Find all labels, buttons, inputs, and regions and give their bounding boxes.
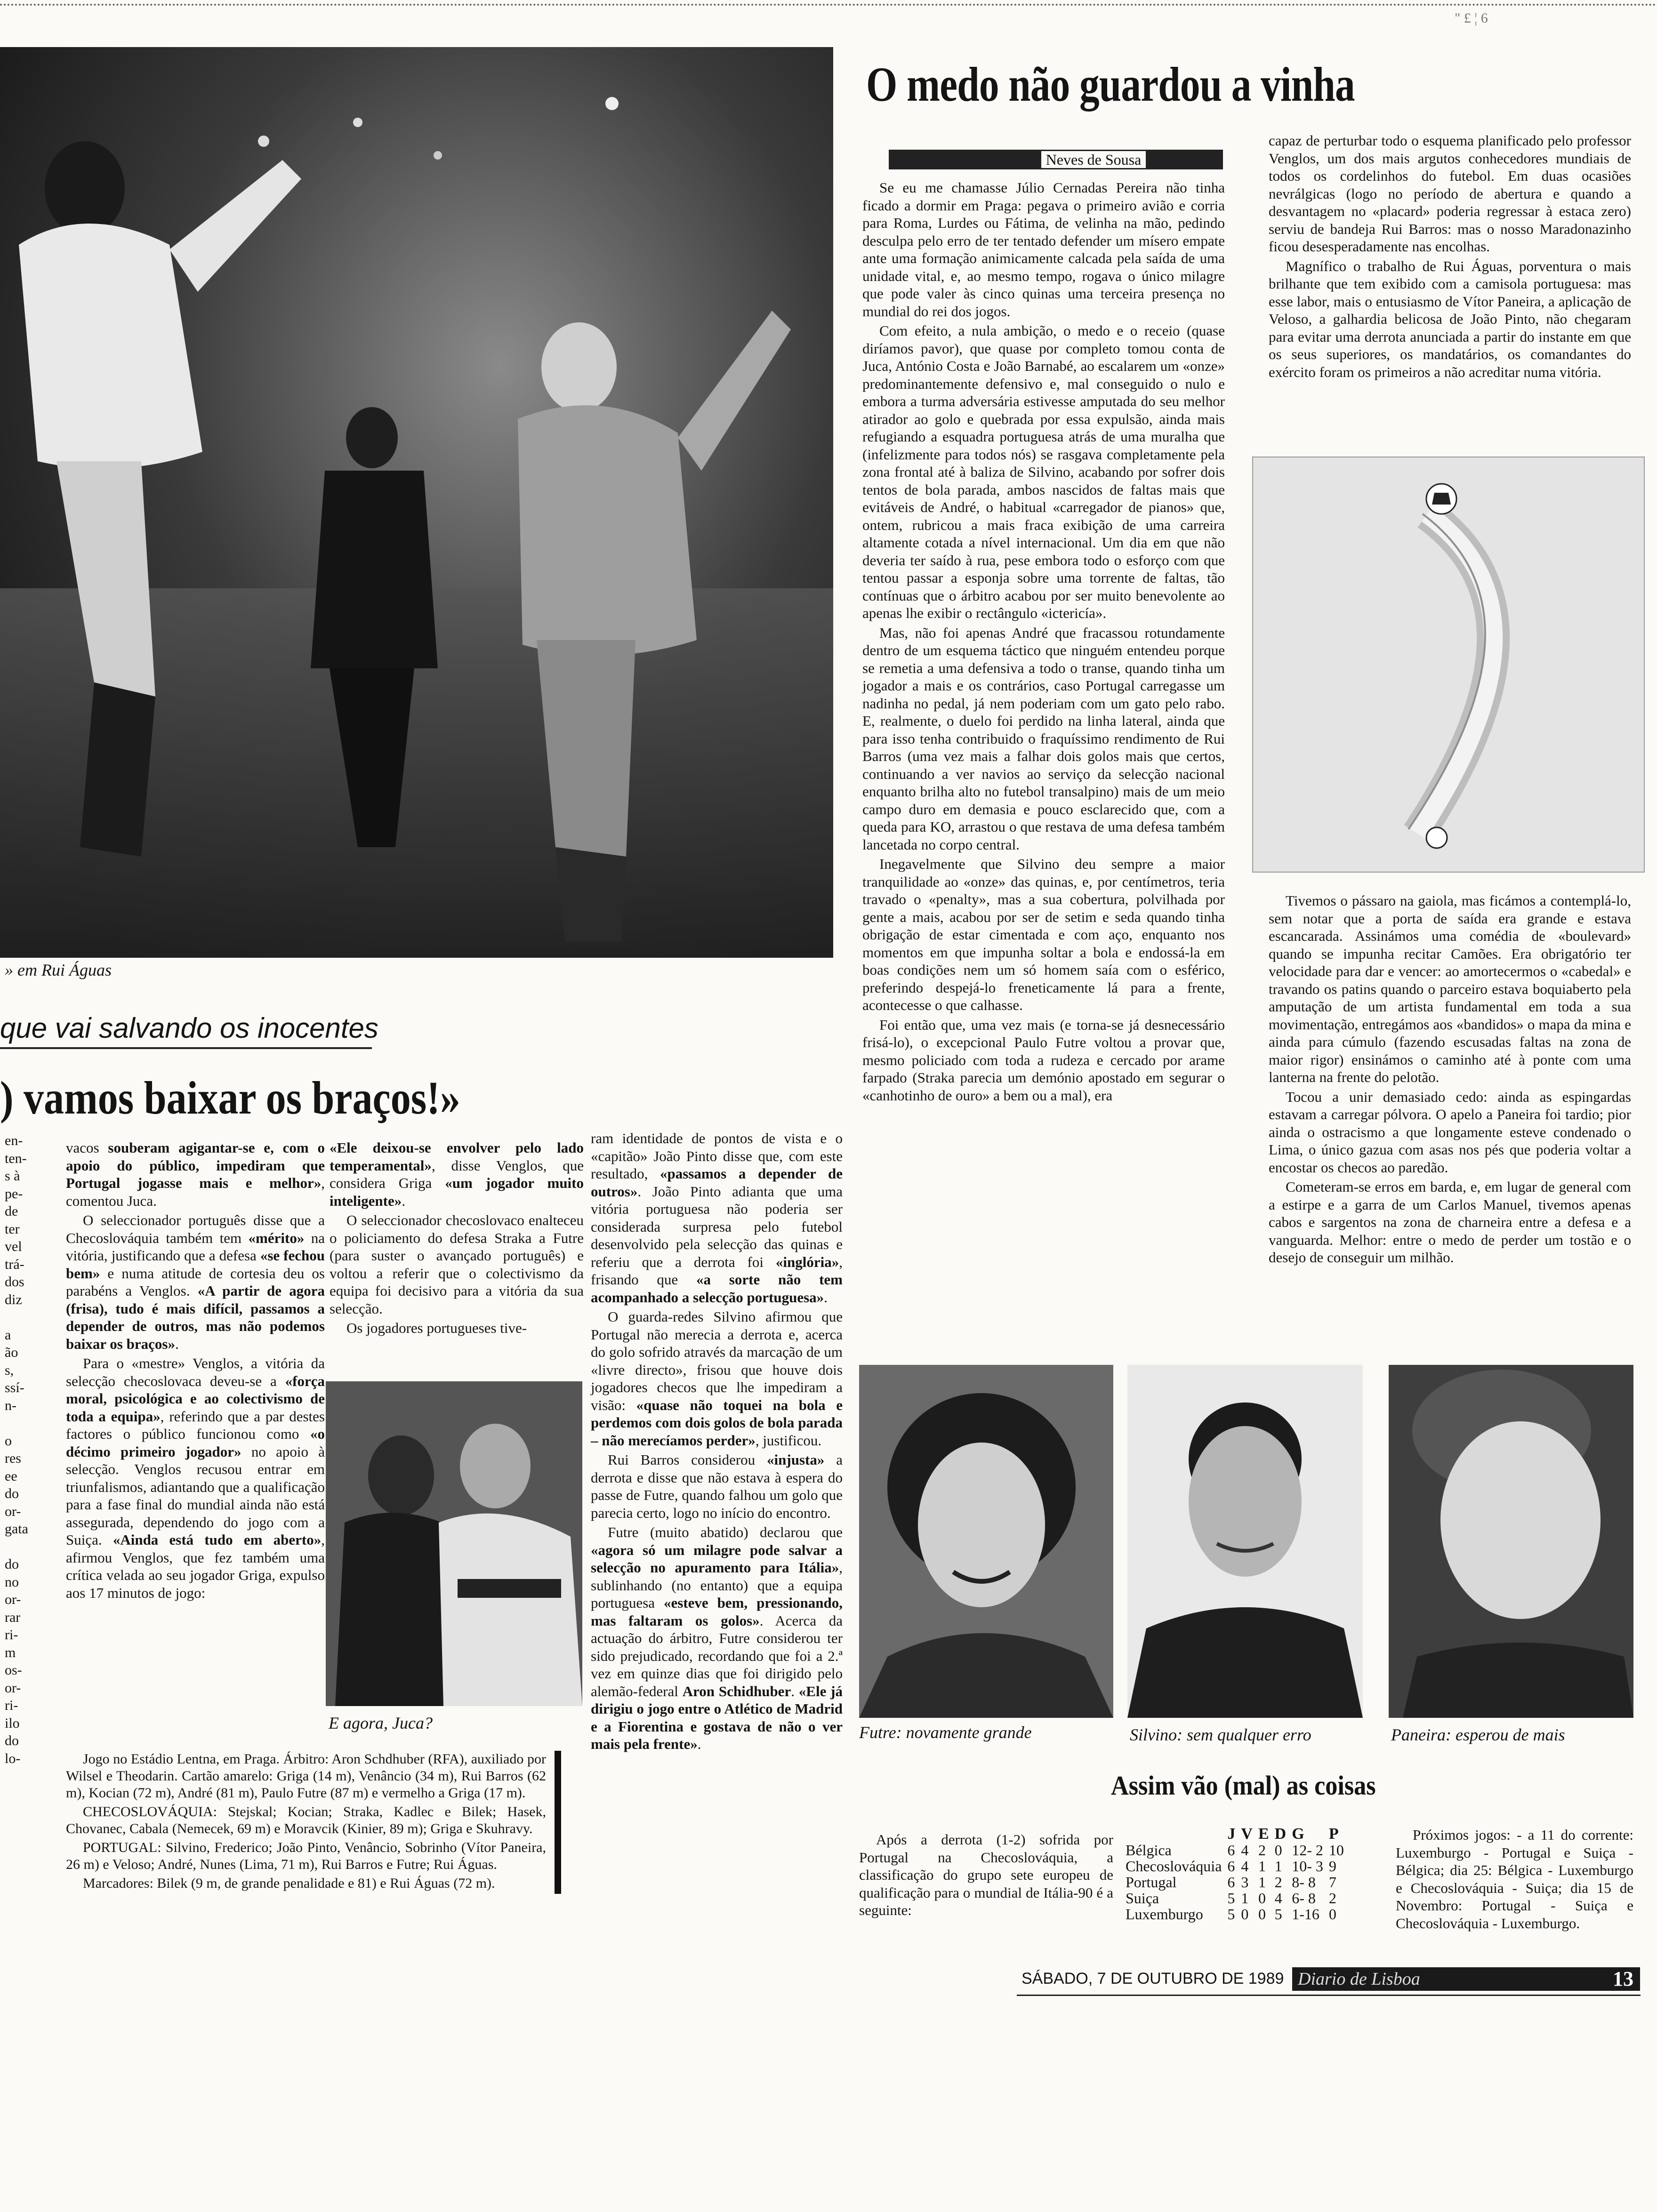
top-photo-caption: » em Rui Águas (5, 961, 112, 979)
second-col2-para: O seleccionador checoslovaco enalteceu o policiamento do defesa Straka a Futre (para suster o avançado português) e voltou a referir que o colectivismo da equipa foi decisivo para a vitória da sua selecção. (330, 1212, 584, 1317)
cell: 4 (1274, 1890, 1282, 1907)
portrait-caption-silvino: Silvino: sem qualquer erro (1130, 1725, 1311, 1744)
main-col1-para: Com efeito, a nula ambição, o medo e o receio (quase diríamos pavor), que quase por completo tomou conta de Juca, António Costa e João Barnabé, ao escalarem um «onze» predominantemente defensivo e, mal conseguido o nulo e embora a turma adversária estivesse amputada do seu melhor atirador ao golo e quebrada por essa expulsão, ainda mais refugiando a esquadra portuguesa atrás de uma muralha que (infelizmente para todos nós) se rasgava completamente pela zona frontal até à baliza de Silvino, acabando por sofrer dois tentos de bola parada, ambos nascidos de faltas mais que evitáveis de André, o habitual «carregador de pianos» que, ontem, rubricou a mais fraca exibição de uma carreira altamente cotada a nível internacional. Um dia em que não deveria ter saído à rua, pese embora todo o esforço com que tentou passar a esponja sobre uma torrente de faltas, tão contínuas que o árbitro acabou por ser muito benevolente ao apenas lhe exibir o rectângulo «ictericía». (862, 322, 1225, 621)
fragment-line: o (5, 1433, 12, 1449)
main-headline: O medo não guardou a vinha (866, 57, 1355, 112)
cell: 1 (1258, 1858, 1266, 1875)
footer-masthead (1292, 1967, 1569, 1991)
standings-header: G (1292, 1825, 1304, 1843)
main-col2b-para: Tocou a unir demasiado cedo: ainda as espingardas estavam a carregar pólvora. O apelo a Paneira foi tardio; pior ainda o ostracismo a que longamente esteve condenado o Lima, o único gazua com asas nos pés que poderia voltar a encostar os checos ao paredão. (1269, 1088, 1631, 1176)
football-arc-graphic (1252, 457, 1645, 873)
main-col1-para: Se eu me chamasse Júlio Cernadas Pereira não tinha ficado a dormir em Praga: pegava o primeiro avião e corria para Roma, Lurdes ou Fátima, de velinha na mão, pedindo desculpa pelo erro de ter tentado defender um mísero empate ante uma formação animicamente calcada pela saída de uma unidade vital, e, ao mesmo tempo, rogava o único milagre que pode valer às cinco quinas uma terceira presença no mundial do rei dos jogos. (862, 179, 1225, 320)
table-row (1123, 1842, 1347, 1858)
byline-bar (889, 150, 1223, 169)
fragment-line: os- (5, 1662, 22, 1678)
portrait-futre-art (859, 1365, 1113, 1718)
fragment-line: ssí- (5, 1380, 24, 1395)
cell: 2 (1328, 1890, 1336, 1907)
team-name: Bélgica (1126, 1842, 1172, 1859)
team-name: Checoslováquia (1126, 1858, 1222, 1875)
main-col1-para: Inegavelmente que Silvino deu sempre a maior tranquilidade ao «onze» das quinas, e, por centímetros, teria travado o «penalty», mas a sua cobertura, polvilhada por gente a mais, acabou por ser de setim e seda quando tinha obrigação de estar cimentada e com aço, enquanto nos momentos em que impunha soltar a bola e endossá-la em boas condições nem um só homem saía com o esférico, preferindo despejá-lo freneticamente lá para a frente, acontecesse o que calhasse. (862, 856, 1225, 1013)
team-name: Suiça (1126, 1890, 1159, 1907)
footer-date: SÁBADO, 7 DE OUTUBRO DE 1989 (1022, 1970, 1284, 1988)
page-number: 13 (1568, 1967, 1640, 1991)
fragment-line: pe- (5, 1186, 23, 1202)
fragment-line: or- (5, 1503, 21, 1519)
fragment-line: or- (5, 1592, 21, 1607)
fragment-line (5, 1538, 31, 1556)
top-right-fragment: " £ ¦ 6 (1455, 10, 1488, 26)
main-col2b-para: Tivemos o pássaro na gaiola, mas ficámos a contemplá-lo, sem notar que a porta de saída era grande e estava escancarada. Assinámos uma comédia de «boulevard» quando se impunha recitar Camões. Era obrigatório ter velocidade para dar e vencer: ao amortecermos o «cabedal» e travando os patins quando o parceiro estava boquiaberto pela amputação de um artista fundamental em toda a sua movimentação, entregámos aos «bandidos» o mapa da mina e ainda para cúmulo (fazendo escusadas faltas na zona de maior rigor) ensinámos o caminho até à ponte com uma lanterna na frente do pelotão. (1269, 892, 1631, 1085)
second-col3-para: Rui Barros considerou «injusta» a derrota e disse que não estava à espera do passe de Futre, quando falhou um golo que parecia certo, logo no início do encontro. (591, 1451, 843, 1521)
masthead-text: Diario de Lisboa (1298, 1969, 1420, 1989)
cell: 1 (1274, 1858, 1282, 1875)
table-row (1123, 1906, 1347, 1922)
fragment-line: diz (5, 1291, 22, 1307)
second-article-col3 (591, 1130, 843, 1755)
second-col3-para: Futre (muito abatido) declarou que «agora só um milagre pode salvar a selecção no apuramento para Itália», sublinhando (no entanto) que a equipa portuguesa «esteve bem, pressionando, mas faltaram os golos». Acerca da actuação do árbitro, Futre considerou ter sido prejudicado, recordando que foi a 2.ª vez em quinze dias que foi dirigido pelo alemão-federal Aron Schidhuber. «Ele já dirigiu o jogo entre o Atlético de Madrid e a Fiorentina e gostava de não o ver mais pela frente». (591, 1524, 843, 1752)
cell: 4 (1241, 1842, 1249, 1859)
fragment-line (5, 1308, 31, 1326)
cell: 9 (1328, 1858, 1336, 1875)
fragment-line: no (5, 1574, 19, 1590)
fragment-line: de (5, 1203, 18, 1219)
cell: 2 (1274, 1874, 1282, 1891)
standings-header-row (1123, 1826, 1347, 1842)
portrait-futre (859, 1365, 1113, 1718)
fragment-line: do (5, 1733, 19, 1748)
second-kicker: que vai salvando os inocentes (0, 1012, 378, 1044)
portrait-silvino (1127, 1365, 1363, 1718)
fragment-line: s à (5, 1168, 20, 1184)
match-info-line: PORTUGAL: Silvino, Frederico; João Pinto, Venâncio, Sobrinho (Vítor Paneira, 26 m) e Veloso; André, Nunes (Lima, 71 m), Rui Barros e Futre; Rui Águas. (66, 1840, 546, 1872)
team-name: Portugal (1126, 1874, 1177, 1891)
standings-header: J (1227, 1825, 1236, 1843)
fragment-line: dos (5, 1274, 24, 1290)
fragment-line: lo- (5, 1750, 21, 1766)
second-col1-para: vacos souberam agigantar-se e, com o apoio do público, impediram que Portugal jogasse mais e melhor», comentou Juca. (66, 1139, 325, 1209)
fragment-line (5, 1414, 31, 1432)
fragment-line: ão (5, 1345, 18, 1360)
team-name: Luxemburgo (1126, 1906, 1203, 1923)
main-article-col2-bottom (1269, 892, 1631, 1268)
cell: 6 (1227, 1858, 1235, 1875)
second-col1-para: Para o «mestre» Venglos, a vitória da selecção checoslovaca deveu-se a «força moral, psicológica e ao colectivismo de toda a equipa», referindo que a par destes factores o público funcionou como «o décimo primeiro jogador» no apoio à selecção. Venglos recusou entrar em triunfalismos, adiantando que a qualificação para a fase final do mundial ainda não está assegurada, dependendo do jogo com a Suiça. «Ainda está tudo em aberto», afirmou Venglos, que fez também uma crítica velada ao seu jogador Griga, expulso aos 17 minutos de jogo: (66, 1355, 325, 1601)
footer-rule (1017, 1995, 1641, 1996)
fragment-line: ri- (5, 1627, 18, 1643)
second-article-col1 (66, 1139, 325, 1603)
match-info-line: Jogo no Estádio Lentna, em Praga. Árbitro: Aron Schdhuber (RFA), auxiliado por Wilsel e Theodarin. Cartão amarelo: Griga (14 m), Venâncio (34 m), Rui Barros (62 m), Kocian (72 m), André (81 m), Paulo Futre (87 m) e vermelho a Griga (17 m). (66, 1751, 546, 1801)
fragment-line: ee (5, 1468, 17, 1484)
fragment-line: ri- (5, 1698, 18, 1713)
fragment-line: en- (5, 1133, 23, 1148)
cell: 4 (1241, 1858, 1249, 1875)
byline: Neves de Sousa (1041, 151, 1146, 168)
main-col1-para: Mas, não foi apenas André que fracassou rotundamente dentro de um esquema táctico que ninguém entendeu porque se remetia a uma defensiva a todo o transe, quando tinha um jogador a mais e os contrários, caso Portugal carregasse um nadinha no pedal, já nem poderiam com um gato pelo rabo. E, realmente, o duelo foi perdido na linha lateral, ainda que para isso tenha contribuido o fraquíssimo rendimento de Rui Barros (uma vez mais a falhar dois golos mais que certos, continuando a ver navios ao serviço da selecção nacional enquanto brilha alto no futebol transalpino) mais de um meio campo duro em demasia e pouco esclarecido que, com a queda para KO, arrastou o que restava de uma defesa também lancetada no corpo central. (862, 624, 1225, 853)
match-action-photo-art (0, 47, 833, 958)
match-info-line: CHECOSLOVÁQUIA: Stejskal; Kocian; Straka, Kadlec e Bilek; Hasek, Chovanec, Cabala (Nemecek, 69 m) e Moravcik (Kinier, 89 m); Griga e Skuhravy. (66, 1804, 546, 1836)
cell: 1 (1241, 1890, 1249, 1907)
main-col2-para: Magnífico o trabalho de Rui Águas, porventura o mais brilhante que tem exibido com a camisola portuguesa: mas esse labor, mais o entusiasmo de Vítor Paneira, a aplicação de Veloso, a galhardia belicosa de João Pinto, não chegaram para evitar uma derrota anunciada a partir do instante em que os seus superiores, os mandatários, os comandantes do exército foram os primeiros a não acreditar numa vitória. (1269, 257, 1631, 380)
fragment-line: ilo (5, 1715, 20, 1731)
cell: 6 (1227, 1874, 1235, 1891)
match-info-box (66, 1751, 561, 1894)
match-info-line: Marcadores: Bilek (9 m, de grande penalidade e 81) e Rui Águas (72 m). (83, 1875, 495, 1891)
table-row (1123, 1874, 1347, 1890)
fragment-line: a (5, 1327, 11, 1343)
standings-table (1123, 1826, 1347, 1922)
fragment-line: trá- (5, 1256, 24, 1272)
top-dotted-rule (0, 4, 1657, 6)
fragment-line: or- (5, 1680, 21, 1696)
fragment-line: m (5, 1644, 16, 1660)
left-column-fragments (5, 1132, 31, 1767)
fragment-line: s, (5, 1362, 14, 1378)
cell: 6 (1227, 1842, 1235, 1859)
cell: 8- 8 (1292, 1874, 1316, 1891)
cell: 0 (1258, 1906, 1266, 1923)
cell: 1-16 (1292, 1906, 1319, 1923)
standings-header: P (1328, 1825, 1339, 1843)
juca-photo-art (326, 1381, 582, 1706)
second-col3-para: O guarda-redes Silvino afirmou que Portugal não merecia a derrota e, acerca do golo sofrido através da marcação de um «livre directo», frisou que houve dois jogadores checos que lhe impediram a visão: «quase não toquei na bola e perdemos com dois golos de bola parada – não merecíamos perder», justificou. (591, 1308, 843, 1449)
fragment-line: res (5, 1451, 21, 1466)
fragment-line: do (5, 1556, 19, 1572)
match-action-photo (0, 47, 833, 958)
main-col2b-para: Cometeram-se erros em barda, e, em lugar de general com a estirpe e a garra de um Carlos Manuel, tivemos apenas cabos e sargentos na zona de charneira entre a defesa e a vanguarda. Melhor: entre o medo de perder um tostão e o desejo de conseguir um milhão. (1269, 1178, 1631, 1266)
cell: 2 (1258, 1842, 1266, 1859)
cell: 6- 8 (1292, 1890, 1316, 1907)
fragment-line: ter (5, 1221, 20, 1237)
main-col2-para: capaz de perturbar todo o esquema planificado pelo professor Venglos, um dos mais argutos conhecedores mundiais de todos os cordelinhos do futebol. Em duas ocasiões nevrálgicas (logo no período de abertura e quando a desvantagem no «placard» poderia regressar à estaca zero) serviu de bandeja Rui Barros: mas o nosso Maradonazinho ficou desesperadamente nas encolhas. (1269, 132, 1631, 255)
fragment-line: n- (5, 1397, 16, 1413)
main-article-col2-top (1269, 132, 1631, 383)
table-row (1123, 1890, 1347, 1906)
fragment-line: ten- (5, 1150, 27, 1166)
second-article-col2 (330, 1139, 584, 1339)
standings-headline: Assim vão (mal) as coisas (1111, 1770, 1376, 1801)
fragment-line: vel (5, 1239, 22, 1254)
second-headline: ) vamos baixar os braços!» (0, 1072, 460, 1124)
main-col1-para: Foi então que, uma vez mais (e torna-se já desnecessário frisá-lo), o excepcional Paulo Futre voltou a provar que, mesmo policiado com toda a rudeza e cercado por arame farpado (Straka parecia um demónio apostado em segurar o «canhotinho de ouro» a bem ou a mal), era (862, 1016, 1225, 1104)
portrait-caption-futre: Futre: novamente grande (859, 1723, 1032, 1742)
fragment-line: do (5, 1486, 19, 1501)
standings-header: D (1274, 1825, 1287, 1843)
cell: 12- 2 (1292, 1842, 1323, 1859)
second-col1-para: O seleccionador português disse que a Checoslováquia também tem «mérito» na vitória, justificando que a defesa «se fechou bem» e numa atitude de cortesia deu os parabéns a Venglos. «A partir de agora (frisa), tudo é mais difícil, passamos a depender de outros, mas não podemos baixar os braços». (66, 1212, 325, 1352)
standings-header: V (1241, 1825, 1253, 1843)
cell: 5 (1227, 1906, 1235, 1923)
second-col2-para: Os jogadores portugueses tive- (346, 1320, 527, 1336)
cell: 10 (1328, 1842, 1344, 1859)
cell: 5 (1227, 1890, 1235, 1907)
cell: 7 (1328, 1874, 1336, 1891)
cell: 0 (1258, 1890, 1266, 1907)
juca-photo-caption: E agora, Juca? (329, 1714, 433, 1732)
next-games: Próximos jogos: - a 11 do corrente: Luxemburgo - Portugal e Suiça - Bélgica; dia 25: Bélgica - Luxemburgo e Checoslováquia - Suiça; dia 15 de Novembro: Portugal - Suiça e Checoslováquia - Luxemburgo. (1396, 1827, 1633, 1931)
cell: 0 (1328, 1906, 1336, 1923)
cell: 5 (1274, 1906, 1282, 1923)
portrait-caption-paneira: Paneira: esperou de mais (1391, 1725, 1565, 1744)
second-col2-para: «Ele deixou-se envolver pelo lado temperamental», disse Venglos, que considera Griga «um jogador muito inteligente». (330, 1139, 584, 1209)
fragment-line: gata (5, 1521, 28, 1537)
cell: 10- 3 (1292, 1858, 1323, 1875)
juca-photo (326, 1381, 582, 1706)
standings-header: E (1258, 1825, 1269, 1843)
fragment-line: rar (5, 1609, 21, 1625)
cell: 0 (1274, 1842, 1282, 1859)
portrait-silvino-art (1127, 1365, 1363, 1718)
portrait-paneira-art (1389, 1365, 1633, 1718)
portrait-paneira (1389, 1365, 1633, 1718)
second-col3-para: ram identidade de pontos de vista e o «capitão» João Pinto disse que, com este resultado, «passamos a depender de outros». João Pinto adianta que uma vitória portuguesa não poderia ser considerada surpresa pelo futebol desenvolvido pela selecção das quinas e referiu que a derrota foi «inglória», frisando que «a sorte não tem acompanhado a selecção portuguesa». (591, 1130, 843, 1306)
main-article-col1 (862, 179, 1225, 1106)
cell: 1 (1258, 1874, 1266, 1891)
kicker-rule (0, 1047, 372, 1049)
football-arc-art (1253, 457, 1644, 872)
cell: 0 (1241, 1906, 1249, 1923)
standings-intro: Após a derrota (1-2) sofrida por Portugal na Checoslováquia, a classificação do grupo sete europeu de qualificação para o mundial de Itália-90 é a seguinte: (859, 1831, 1113, 1918)
table-row (1123, 1858, 1347, 1874)
cell: 3 (1241, 1874, 1249, 1891)
